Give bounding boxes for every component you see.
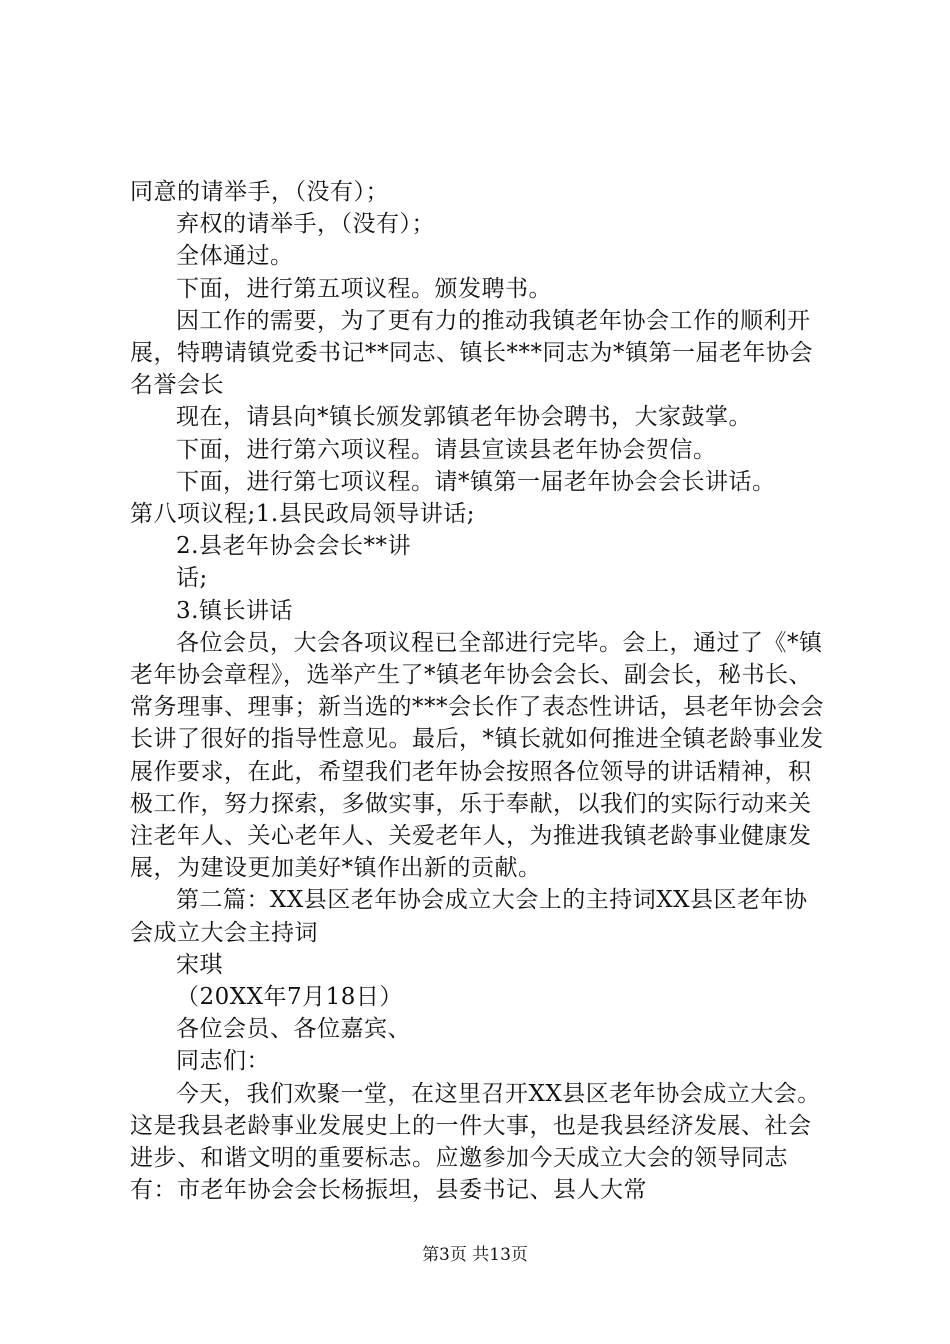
paragraph: 弃权的请举手，（没有）；: [176, 211, 435, 238]
paragraph: 下面，进行第五项议程。颁发聘书。: [176, 275, 552, 302]
paragraph: 同意的请举手，（没有）；: [130, 179, 389, 205]
paragraph: 下面，进行第六项议程。请县宣读县老年协会贺信。: [176, 436, 717, 463]
paragraph: 今天，我们欢聚一堂，在这里召开XX县区老年协会成立大会。这是我县老龄事业发展史上的一件大事，也是我县经济发展、社会进步、和谐文明的重要标志。应邀参加今天成立大会的领导同志有：市老年协会会长杨振坦，县委书记、县人大常: [130, 1080, 821, 1204]
paragraph: 3.镇长讲话: [176, 597, 293, 624]
section-heading: 第二篇：XX县区老年协会成立大会上的主持词XX县区老年协会成立大会主持词: [130, 887, 808, 946]
paragraph: 各位会员，大会各项议程已全部进行完毕。会上，通过了《*镇老年协会章程》，选举产生了*镇老年协会会长、副会长，秘书长、常务理事、理事；新当选的***会长作了表态性讲话，县老年协会会长讲了很好的指导性意见。最后，*镇长就如何推进全镇老龄事业发展作要求，在此，希望我们老年协会按照各位领导的讲话精神，积极工作，努力探索，多做实事，乐于奉献，以我们的实际行动来关注老年人、关心老年人、关爱老年人，为推进我镇老龄事业健康发展，为建设更加美好*镇作出新的贡献。: [130, 629, 824, 882]
document-body: [130, 176, 830, 1207]
page-number-footer: 第3页 共13页: [422, 1245, 528, 1265]
paragraph: 第八项议程;1.县民政局领导讲话;: [130, 501, 475, 528]
salutation: 各位会员、各位嘉宾、: [176, 1016, 411, 1043]
date-line: （20XX年7月18日）: [176, 984, 403, 1011]
salutation: 同志们：: [176, 1048, 270, 1075]
author-name: 宋琪: [176, 951, 223, 978]
paragraph: 现在，请县向*镇长颁发郭镇老年协会聘书，大家鼓掌。: [176, 404, 752, 431]
paragraph: 因工作的需要，为了更有力的推动我镇老年协会工作的顺利开展，特聘请镇党委书记**同志、镇长***同志为*镇第一届老年协会名誉会长: [130, 307, 813, 399]
paragraph: 2.县老年协会会长**讲: [176, 533, 411, 560]
paragraph: 下面，进行第七项议程。请*镇第一届老年协会会长讲话。: [176, 468, 776, 495]
paragraph: 话;: [176, 565, 208, 592]
paragraph: 全体通过。: [176, 243, 294, 270]
